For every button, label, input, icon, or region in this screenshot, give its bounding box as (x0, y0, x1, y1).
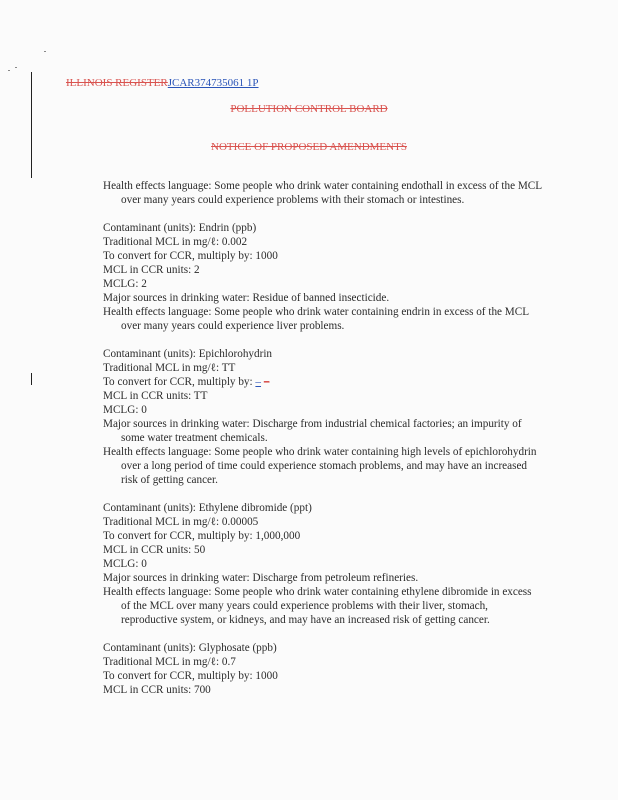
text-line (103, 361, 543, 375)
line-text: MCL in CCR units: 700 (103, 684, 211, 696)
text-line (103, 417, 543, 445)
line-text: Contaminant (units): Glyphosate (ppb) (103, 642, 277, 654)
line-text: MCLG: 0 (103, 558, 147, 570)
register-label: ILLINOIS REGISTER (66, 77, 168, 89)
text-line (103, 515, 543, 529)
scan-speck (8, 70, 10, 71)
revision-bar (31, 72, 32, 178)
text-line (103, 305, 543, 333)
text-line (103, 655, 543, 669)
text-line (103, 529, 543, 543)
text-line (103, 501, 543, 515)
inserted-mark: – (255, 376, 262, 388)
text-line (103, 571, 543, 585)
line-text: Traditional MCL in mg/ℓ: 0.00005 (103, 516, 259, 528)
text-line (103, 543, 543, 557)
line-text: To convert for CCR, multiply by: 1,000,000 (103, 530, 301, 542)
line-text: To convert for CCR, multiply by: (103, 376, 256, 388)
jcar-code: JCAR374735061 1P (167, 77, 259, 89)
line-text: MCL in CCR units: 50 (103, 544, 206, 556)
line-text: Major sources in drinking water: Residue of banned insecticide. (103, 292, 390, 304)
text-line (103, 445, 543, 487)
text-line (103, 389, 543, 403)
text-line (103, 683, 543, 697)
revision-bar (31, 373, 32, 385)
scan-speck (15, 67, 17, 68)
line-text: Contaminant (units): Ethylene dibromide (ppt) (103, 502, 312, 514)
line-text: Traditional MCL in mg/ℓ: 0.7 (103, 656, 236, 668)
text-line (103, 249, 543, 263)
register-header (66, 77, 259, 89)
line-text: Traditional MCL in mg/ℓ: 0.002 (103, 236, 248, 248)
scan-speck (44, 51, 46, 52)
line-text: Contaminant (units): Endrin (ppb) (103, 222, 257, 234)
text-line (103, 641, 543, 655)
line-text: Health effects language: Some people who drink water containing ethylene dibromide in excess of the MCL over many years could experience problems with their liver, stomach, reproductive system, or kidneys, and may have an increased risk of getting cancer. (103, 586, 532, 626)
text-line (103, 669, 543, 683)
board-title: POLLUTION CONTROL BOARD (230, 103, 388, 115)
line-text: MCLG: 2 (103, 278, 147, 290)
text-line (103, 585, 543, 627)
paragraph-gap (103, 487, 543, 501)
line-text: Major sources in drinking water: Discharge from industrial chemical factories; an impurity of some water treatment chemicals. (103, 418, 522, 444)
deleted-mark: – (263, 376, 270, 388)
notice-title: NOTICE OF PROPOSED AMENDMENTS (211, 141, 407, 153)
line-text: MCL in CCR units: 2 (103, 264, 200, 276)
text-line (103, 235, 543, 249)
text-line (103, 277, 543, 291)
text-line (103, 375, 543, 389)
text-line (103, 291, 543, 305)
line-text: Health effects language: Some people who drink water containing high levels of epichlorohydrin over a long period of time could experience stomach problems, and may have an increased risk of getting cancer. (103, 446, 537, 486)
paragraph-gap (103, 333, 543, 347)
line-text: Contaminant (units): Epichlorohydrin (103, 348, 273, 360)
line-text: MCLG: 0 (103, 404, 147, 416)
text-line (103, 347, 543, 361)
line-text: Major sources in drinking water: Discharge from petroleum refineries. (103, 572, 419, 584)
line-text: To convert for CCR, multiply by: 1000 (103, 670, 278, 682)
text-line (103, 221, 543, 235)
text-line (103, 263, 543, 277)
line-text: Health effects language: Some people who drink water containing endothall in excess of the MCL over many years could experience problems with their stomach or intestines. (103, 180, 542, 206)
text-line (103, 557, 543, 571)
line-text: MCL in CCR units: TT (103, 390, 208, 402)
text-line (103, 179, 543, 207)
line-text: To convert for CCR, multiply by: 1000 (103, 250, 278, 262)
paragraph-gap (103, 207, 543, 221)
line-text: Traditional MCL in mg/ℓ: TT (103, 362, 236, 374)
paragraph-gap (103, 627, 543, 641)
document-body (103, 179, 543, 697)
text-line (103, 403, 543, 417)
line-text: Health effects language: Some people who drink water containing endrin in excess of the MCL over many years could experience liver problems. (103, 306, 529, 332)
